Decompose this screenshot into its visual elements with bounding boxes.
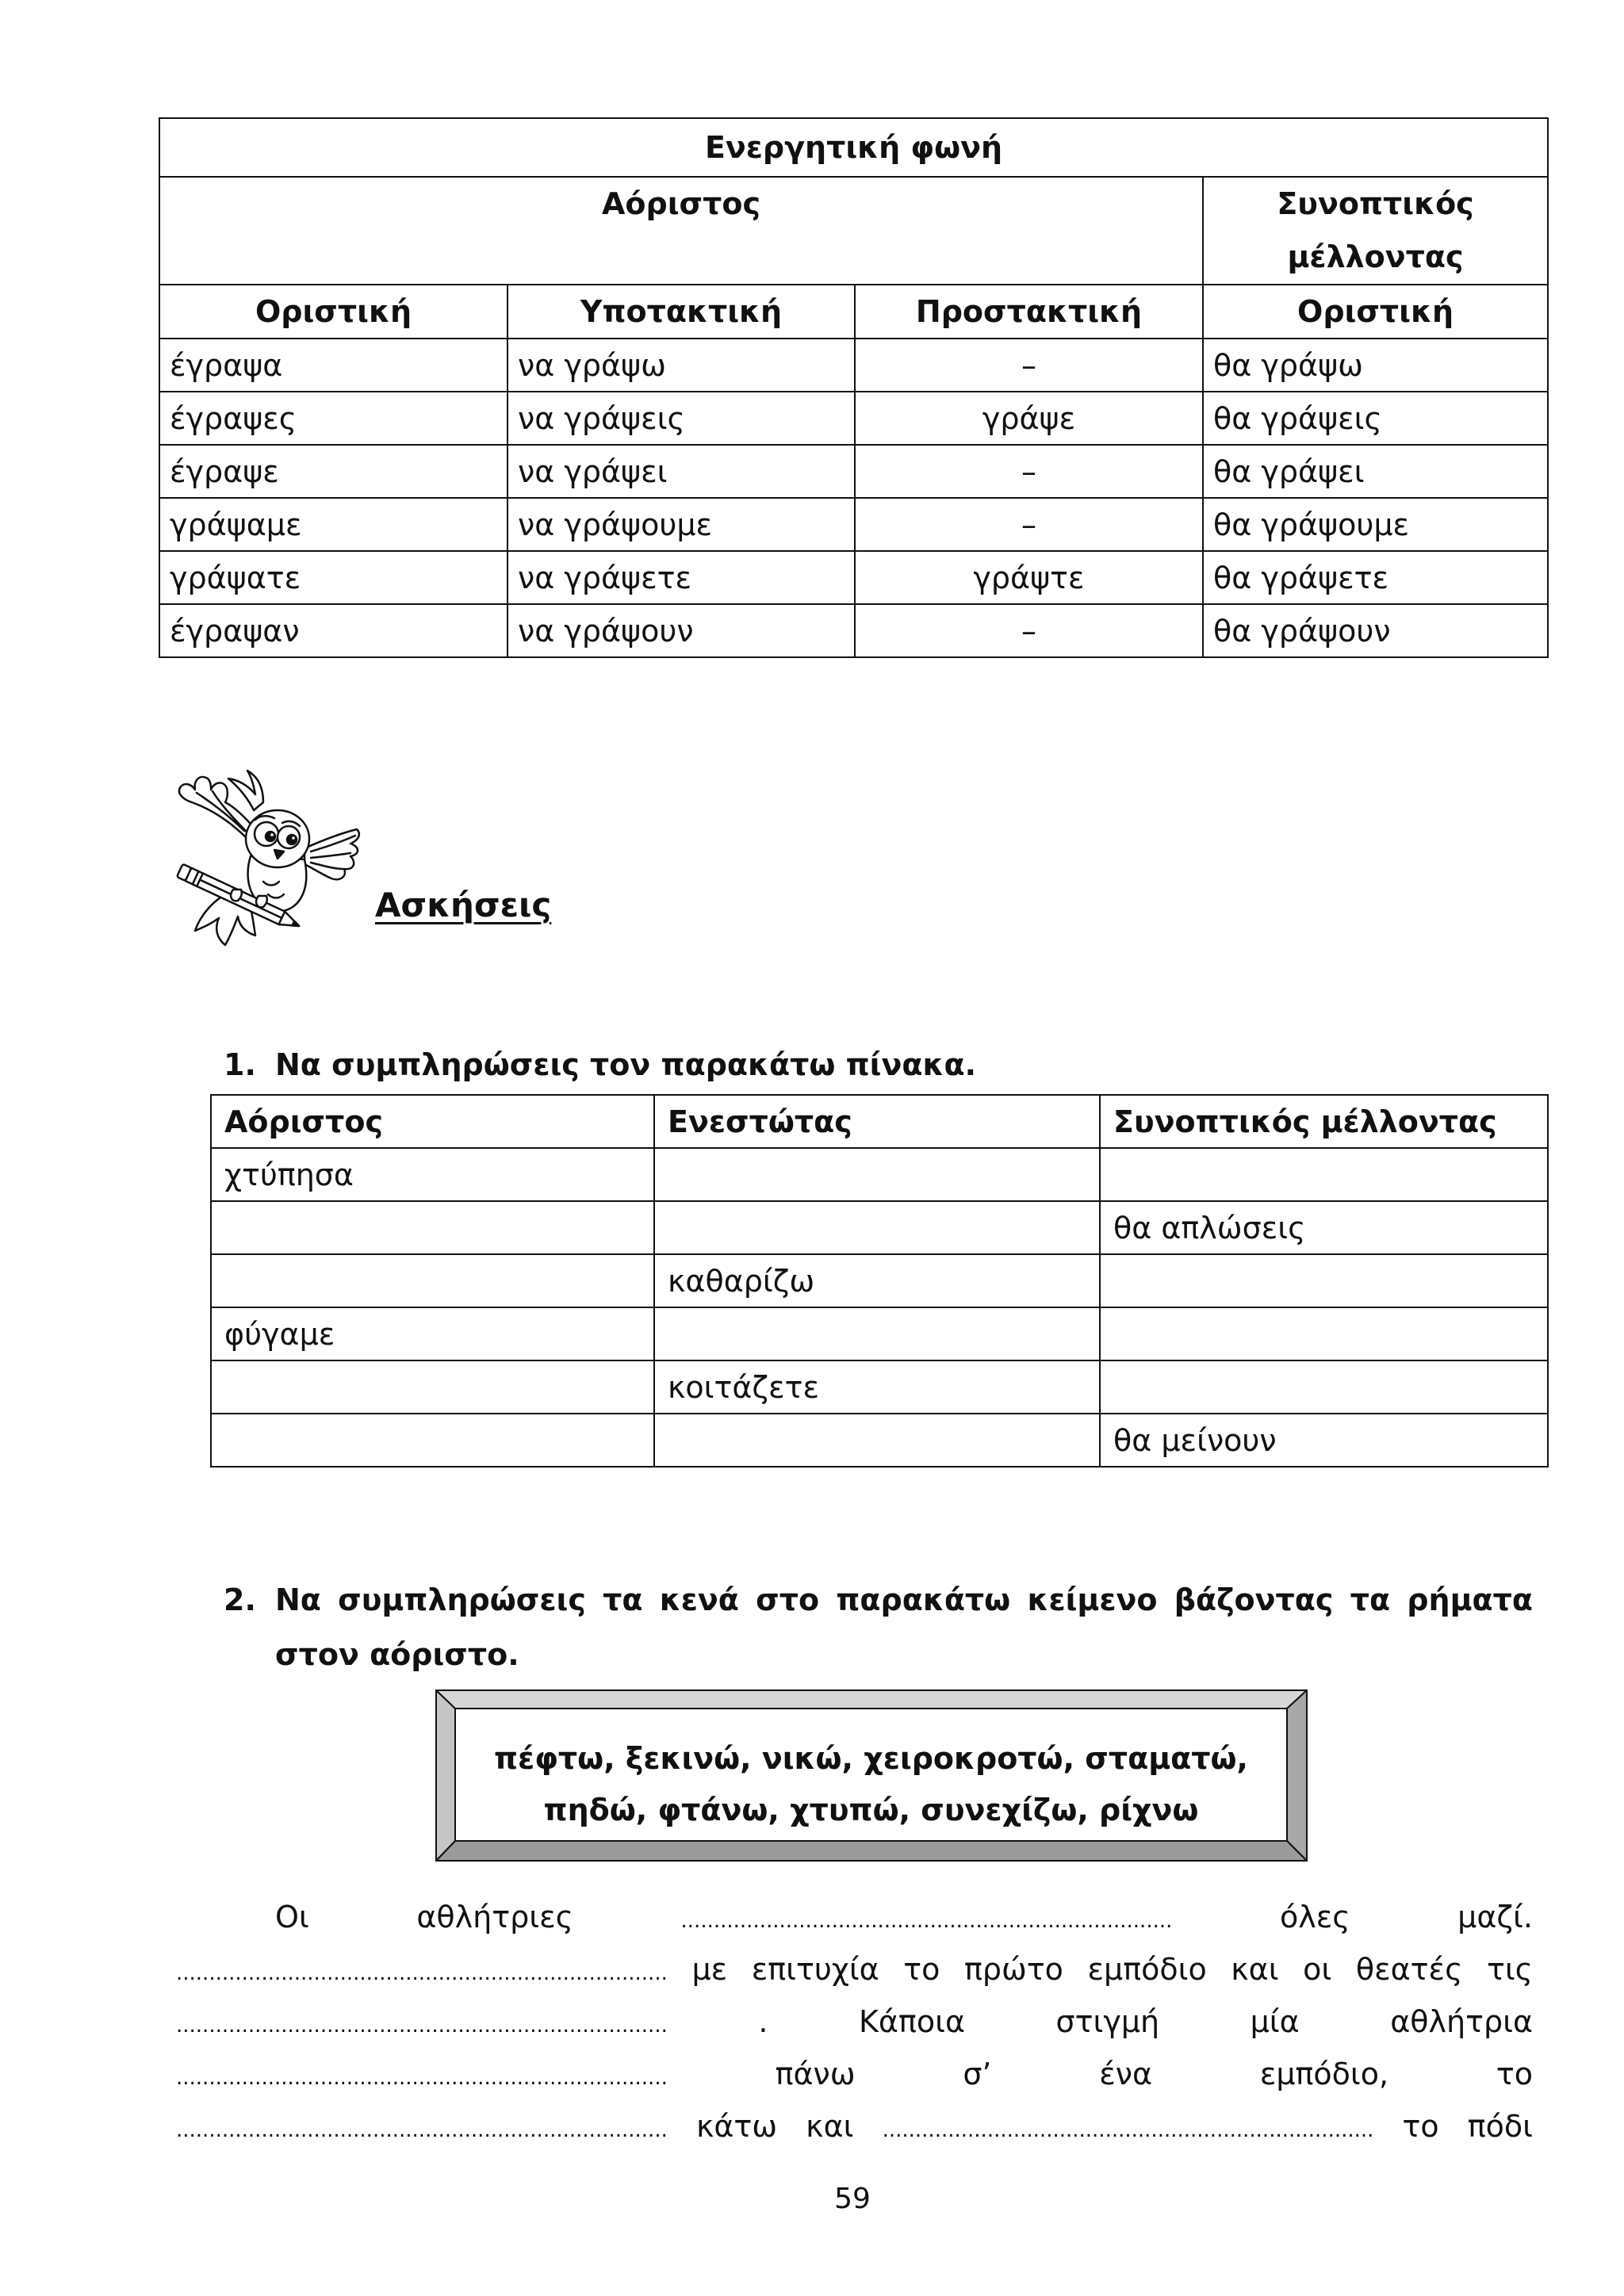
text-line-3: [176, 1996, 1533, 2048]
owl-pencil-illustration: [165, 763, 363, 949]
table-cell: καθαρίζω: [654, 1254, 1100, 1307]
table-cell: γράψε: [855, 392, 1203, 445]
text-segment: . Κάποια στιγμή μία αθλήτρια: [758, 2004, 1533, 2039]
table-row: [159, 551, 1548, 604]
table-cell: –: [855, 498, 1203, 551]
table-cell: κοιτάζετε: [654, 1360, 1100, 1414]
aorist-group-header: Αόριστος: [159, 177, 1203, 285]
exercise-2-instruction-line-2: στον αόριστο.: [275, 1637, 519, 1672]
page-number: 59: [834, 2183, 871, 2215]
conjugation-table: [159, 117, 1549, 658]
text-segment: με επιτυχία το πρώτο εμπόδιο και οι θεατές τις: [691, 1952, 1533, 1987]
table-cell: να γράψουμε: [508, 498, 855, 551]
table-row: [159, 604, 1548, 657]
table-cell: [211, 1414, 654, 1467]
table-cell: έγραψες: [159, 392, 508, 445]
exercise-1-number: 1.: [224, 1047, 256, 1082]
table-cell: [1100, 1148, 1548, 1201]
exercise-1-table: [210, 1094, 1549, 1468]
table-cell: –: [855, 339, 1203, 392]
column-header: Οριστική: [159, 285, 508, 339]
table-cell: θα γράψουμε: [1203, 498, 1548, 551]
answer-blank: ...........................................................................: [176, 2066, 668, 2090]
table-title: Ενεργητική φωνή: [159, 118, 1548, 177]
table-cell: να γράψει: [508, 445, 855, 498]
table-cell: γράψαμε: [159, 498, 508, 551]
text-segment: το πόδι: [1402, 2109, 1533, 2144]
table-cell: έγραψα: [159, 339, 508, 392]
table-column-header-row: [159, 285, 1548, 339]
text-segment: Οι αθλήτριες: [275, 1900, 573, 1934]
table-cell: –: [855, 445, 1203, 498]
exercises-heading: Ασκήσεις: [375, 886, 552, 924]
word-bank-line-1: πέφτω, ξεκινώ, νικώ, χειροκροτώ, σταματώ,: [493, 1741, 1248, 1776]
table-cell: έγραψαν: [159, 604, 508, 657]
table-row: [211, 1254, 1548, 1307]
table-cell: να γράψετε: [508, 551, 855, 604]
text-segment: πάνω σ’ ένα εμπόδιο, το: [775, 2057, 1533, 2091]
table-cell: [1100, 1307, 1548, 1360]
table-cell: θα γράψετε: [1203, 551, 1548, 604]
table-row: [211, 1360, 1548, 1414]
table-cell: [211, 1254, 654, 1307]
table-cell: θα απλώσεις: [1100, 1201, 1548, 1254]
table-cell: να γράψω: [508, 339, 855, 392]
table-cell: [211, 1360, 654, 1414]
table-cell: θα γράψεις: [1203, 392, 1548, 445]
table-row: [211, 1148, 1548, 1201]
table-cell: [654, 1201, 1100, 1254]
table-cell: θα γράψουν: [1203, 604, 1548, 657]
table-cell: [654, 1414, 1100, 1467]
table-cell: έγραψε: [159, 445, 508, 498]
table-cell: [654, 1307, 1100, 1360]
word-bank-line-2: πηδώ, φτάνω, χτυπώ, συνεχίζω, ρίχνω: [543, 1793, 1199, 1827]
text-segment: όλες μαζί.: [1279, 1900, 1533, 1934]
table-row: [159, 445, 1548, 498]
answer-blank: ...........................................................................: [176, 2118, 668, 2142]
future-group-header: [1203, 177, 1548, 285]
column-header: Υποτακτική: [508, 285, 855, 339]
exercise-1-instruction: Να συμπληρώσεις τον παρακάτω πίνακα.: [275, 1047, 977, 1082]
table-row: [159, 392, 1548, 445]
future-header-line-1: Συνοπτικός: [1277, 186, 1474, 221]
text-line-5: [176, 2100, 1533, 2152]
table-cell: να γράψουν: [508, 604, 855, 657]
answer-blank: ...........................................................................: [680, 1909, 1173, 1933]
exercise-2-number: 2.: [224, 1582, 256, 1617]
text-line-2: [176, 1943, 1533, 1996]
text-segment: κάτω και: [695, 2109, 854, 2144]
future-header-line-2: μέλλοντας: [1287, 239, 1464, 274]
column-header: Ενεστώτας: [654, 1095, 1100, 1148]
text-line-4: [176, 2048, 1533, 2100]
answer-blank: ...........................................................................: [882, 2118, 1374, 2142]
column-header: Αόριστος: [211, 1095, 654, 1148]
table-group-header-row: [159, 177, 1548, 285]
table-cell: [1100, 1360, 1548, 1414]
table-cell: θα μείνουν: [1100, 1414, 1548, 1467]
answer-blank: ...........................................................................: [176, 2014, 668, 2038]
owl-crest: [228, 771, 263, 810]
answer-blank: ...........................................................................: [176, 1961, 668, 1985]
table-row: [159, 498, 1548, 551]
table-cell: θα γράψω: [1203, 339, 1548, 392]
table-row: [159, 339, 1548, 392]
table-cell: χτύπησα: [211, 1148, 654, 1201]
table-title-row: [159, 118, 1548, 177]
table-cell: [654, 1148, 1100, 1201]
exercise-2-instruction-line-1: Να συμπληρώσεις τα κενά στο παρακάτω κείμενο βάζοντας τα ρήματα: [275, 1582, 1533, 1617]
table-cell: θα γράψει: [1203, 445, 1548, 498]
table-row: [211, 1307, 1548, 1360]
text-line-1: [275, 1891, 1533, 1943]
table-cell: να γράψεις: [508, 392, 855, 445]
column-header: Συνοπτικός μέλλοντας: [1100, 1095, 1548, 1148]
table-row: [211, 1201, 1548, 1254]
table-cell: γράψτε: [855, 551, 1203, 604]
table-cell: γράψατε: [159, 551, 508, 604]
table-cell: [211, 1201, 654, 1254]
column-header: Προστακτική: [855, 285, 1203, 339]
column-header: Οριστική: [1203, 285, 1548, 339]
table-cell: [1100, 1254, 1548, 1307]
table-cell: φύγαμε: [211, 1307, 654, 1360]
table-row: [211, 1414, 1548, 1467]
table-header-row: [211, 1095, 1548, 1148]
table-cell: –: [855, 604, 1203, 657]
